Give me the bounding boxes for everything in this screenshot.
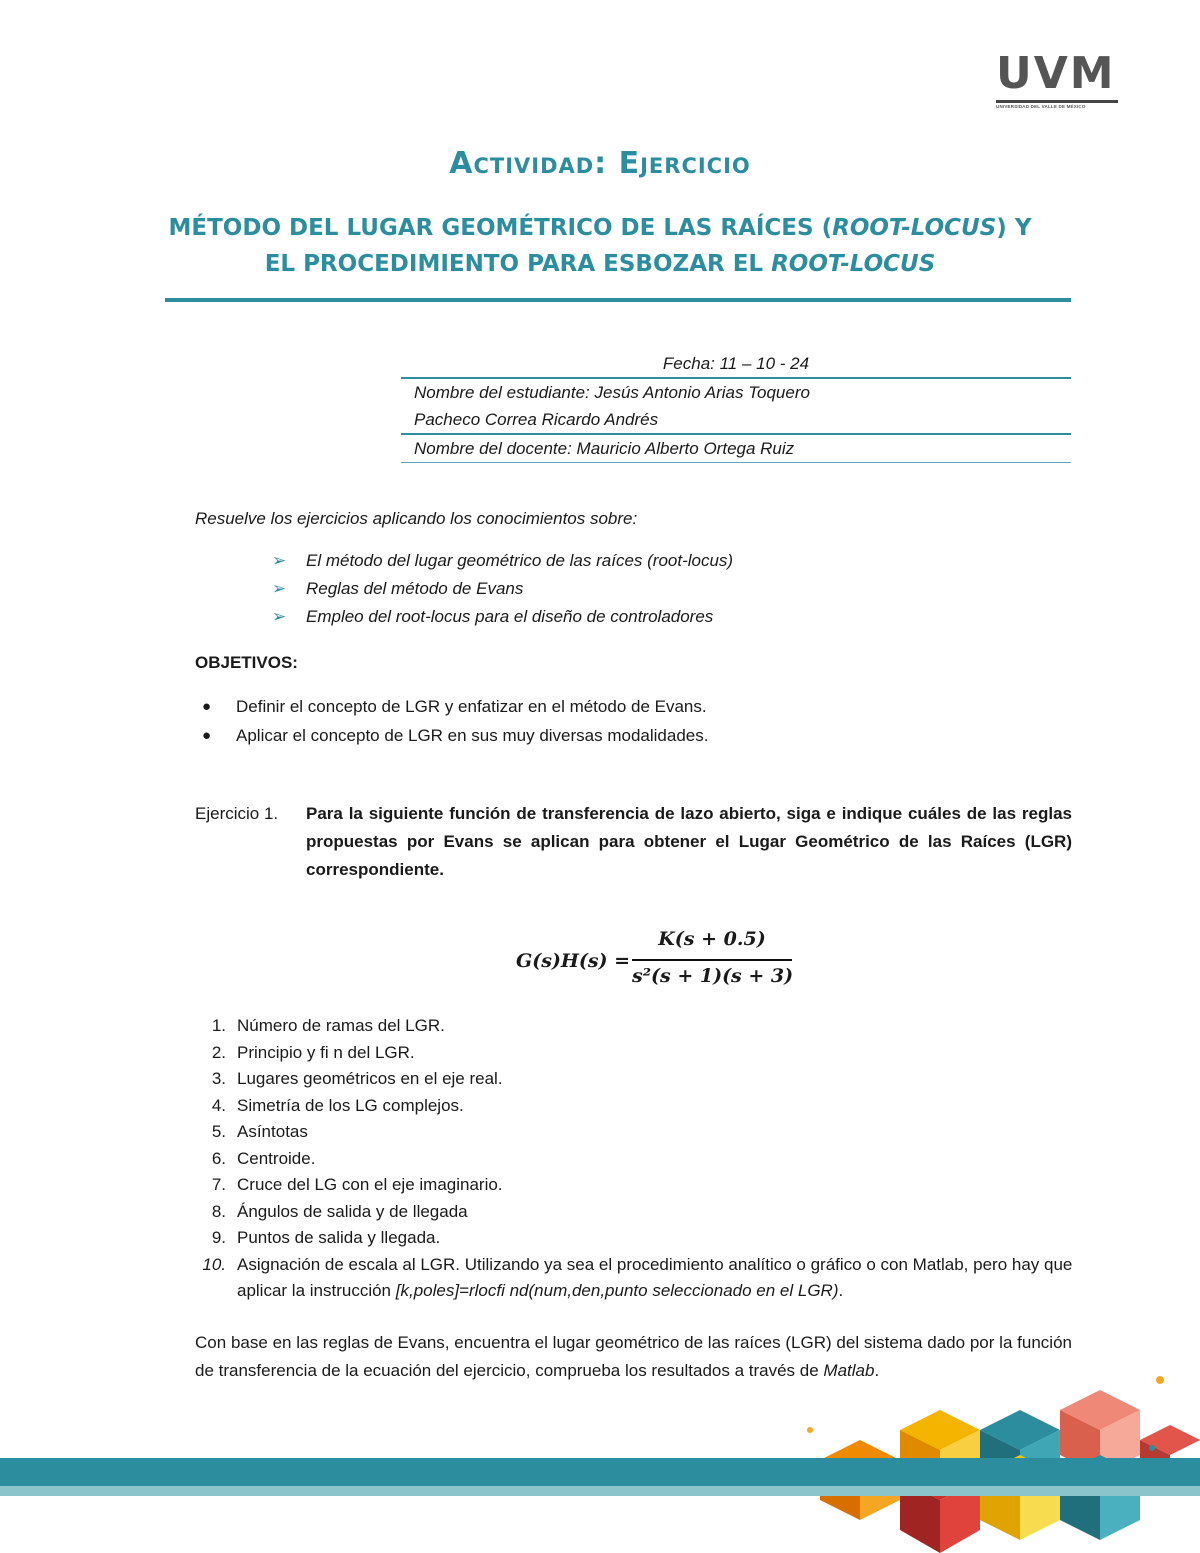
logo-subtitle: UNIVERSIDAD DEL VALLE DE MÉXICO [996,104,1086,109]
uvm-logo [996,48,1122,109]
bullet-icon: ● [202,698,212,715]
page-title: Actividad: Ejercicio [449,146,751,181]
exercise-label: Ejercicio 1. [195,804,279,823]
student-name: Nombre del estudiante: Jesús Antonio Arias Toquero [414,383,810,402]
fraction-bar [632,959,792,961]
logo-line [996,100,1118,103]
info-divider [401,462,1071,463]
final-paragraph: Con base en las reglas de Evans, encuentra el lugar geométrico de las raíces (LGR) del sistema dado por la función de transferencia de la ecuación del ejercicio, comprueba los resultados a través de Matlab. [195,1333,1072,1380]
bullet-icon: ● [202,727,212,744]
teacher-name: Nombre del docente: Mauricio Alberto Ortega Ruiz [414,439,795,458]
list-item: 3. Lugares geométricos en el eje real. [211,1069,503,1088]
list-item: ● Definir el concepto de LGR y enfatizar en el método de Evans. [196,692,1056,721]
list-item: ➢ Empleo del root-locus para el diseño de controladores [272,603,1072,631]
list-item: 6. Centroide. [211,1148,316,1168]
info-block [401,350,1071,463]
list-item: 5. Asíntotas [211,1122,308,1141]
list-item: 8. Ángulos de salida y de llegada [211,1201,468,1221]
student-name-2: Pacheco Correa Ricardo Andrés [414,410,659,429]
list-item: 4. Simetría de los LG complejos. [211,1095,464,1115]
page-subtitle: MÉTODO DEL LUGAR GEOMÉTRICO DE LAS RAÍCES (ROOT-LOCUS) Y EL PROCEDIMIENTO PARA ESBOZAR EL ROOT-LOCUS [168,215,1032,277]
footer-band [0,1458,1200,1486]
list-item: 9. Puntos de salida y llegada. [211,1228,441,1247]
list-item: ➢ El método del lugar geométrico de las raíces (root-locus) [272,547,1072,575]
logo-text: UVM [996,48,1116,99]
equation-denominator: s²(s + 1)(s + 3) [632,965,794,987]
list-item: 2. Principio y fi n del LGR. [211,1042,415,1062]
objetivos-heading: OBJETIVOS: [195,653,298,672]
title-divider [165,298,1071,302]
topics-list [272,547,1072,631]
footer-band-light [0,1486,1200,1496]
intro-text: Resuelve los ejercicios aplicando los conocimientos sobre: [195,509,638,528]
steps-list [196,1013,1076,1305]
equation-lhs: G(s)H(s) = [516,950,631,972]
fecha: Fecha: 11 – 10 - 24 [662,354,810,373]
arrow-icon: ➢ [272,551,287,570]
exercise-text: Para la siguiente función de transferencia de lazo abierto, siga e indique cuáles de las reglas propuestas por Evans se aplican para obtener el Lugar Geométrico de las Raíces (LGR) correspondiente. [306,804,1072,879]
list-item: 1. Número de ramas del LGR. [211,1016,445,1035]
list-item: ➢ Reglas del método de Evans [272,575,1072,603]
arrow-icon: ➢ [272,579,287,598]
objetivos-list [196,692,1056,750]
list-item: ● Aplicar el concepto de LGR en sus muy diversas modalidades. [196,721,1056,750]
list-item: 10. Asignación de escala al LGR. Utilizando ya sea el procedimiento analítico o gráfico o con Matlab, pero hay que aplicar la instrucción [k,poles]=rlocfi nd(num,den,punto seleccionado en el LGR). [202,1254,1073,1300]
list-item: 7. Cruce del LG con el eje imaginario. [211,1175,503,1194]
arrow-icon: ➢ [272,607,287,626]
equation-numerator: K(s + 0.5) [658,928,766,950]
